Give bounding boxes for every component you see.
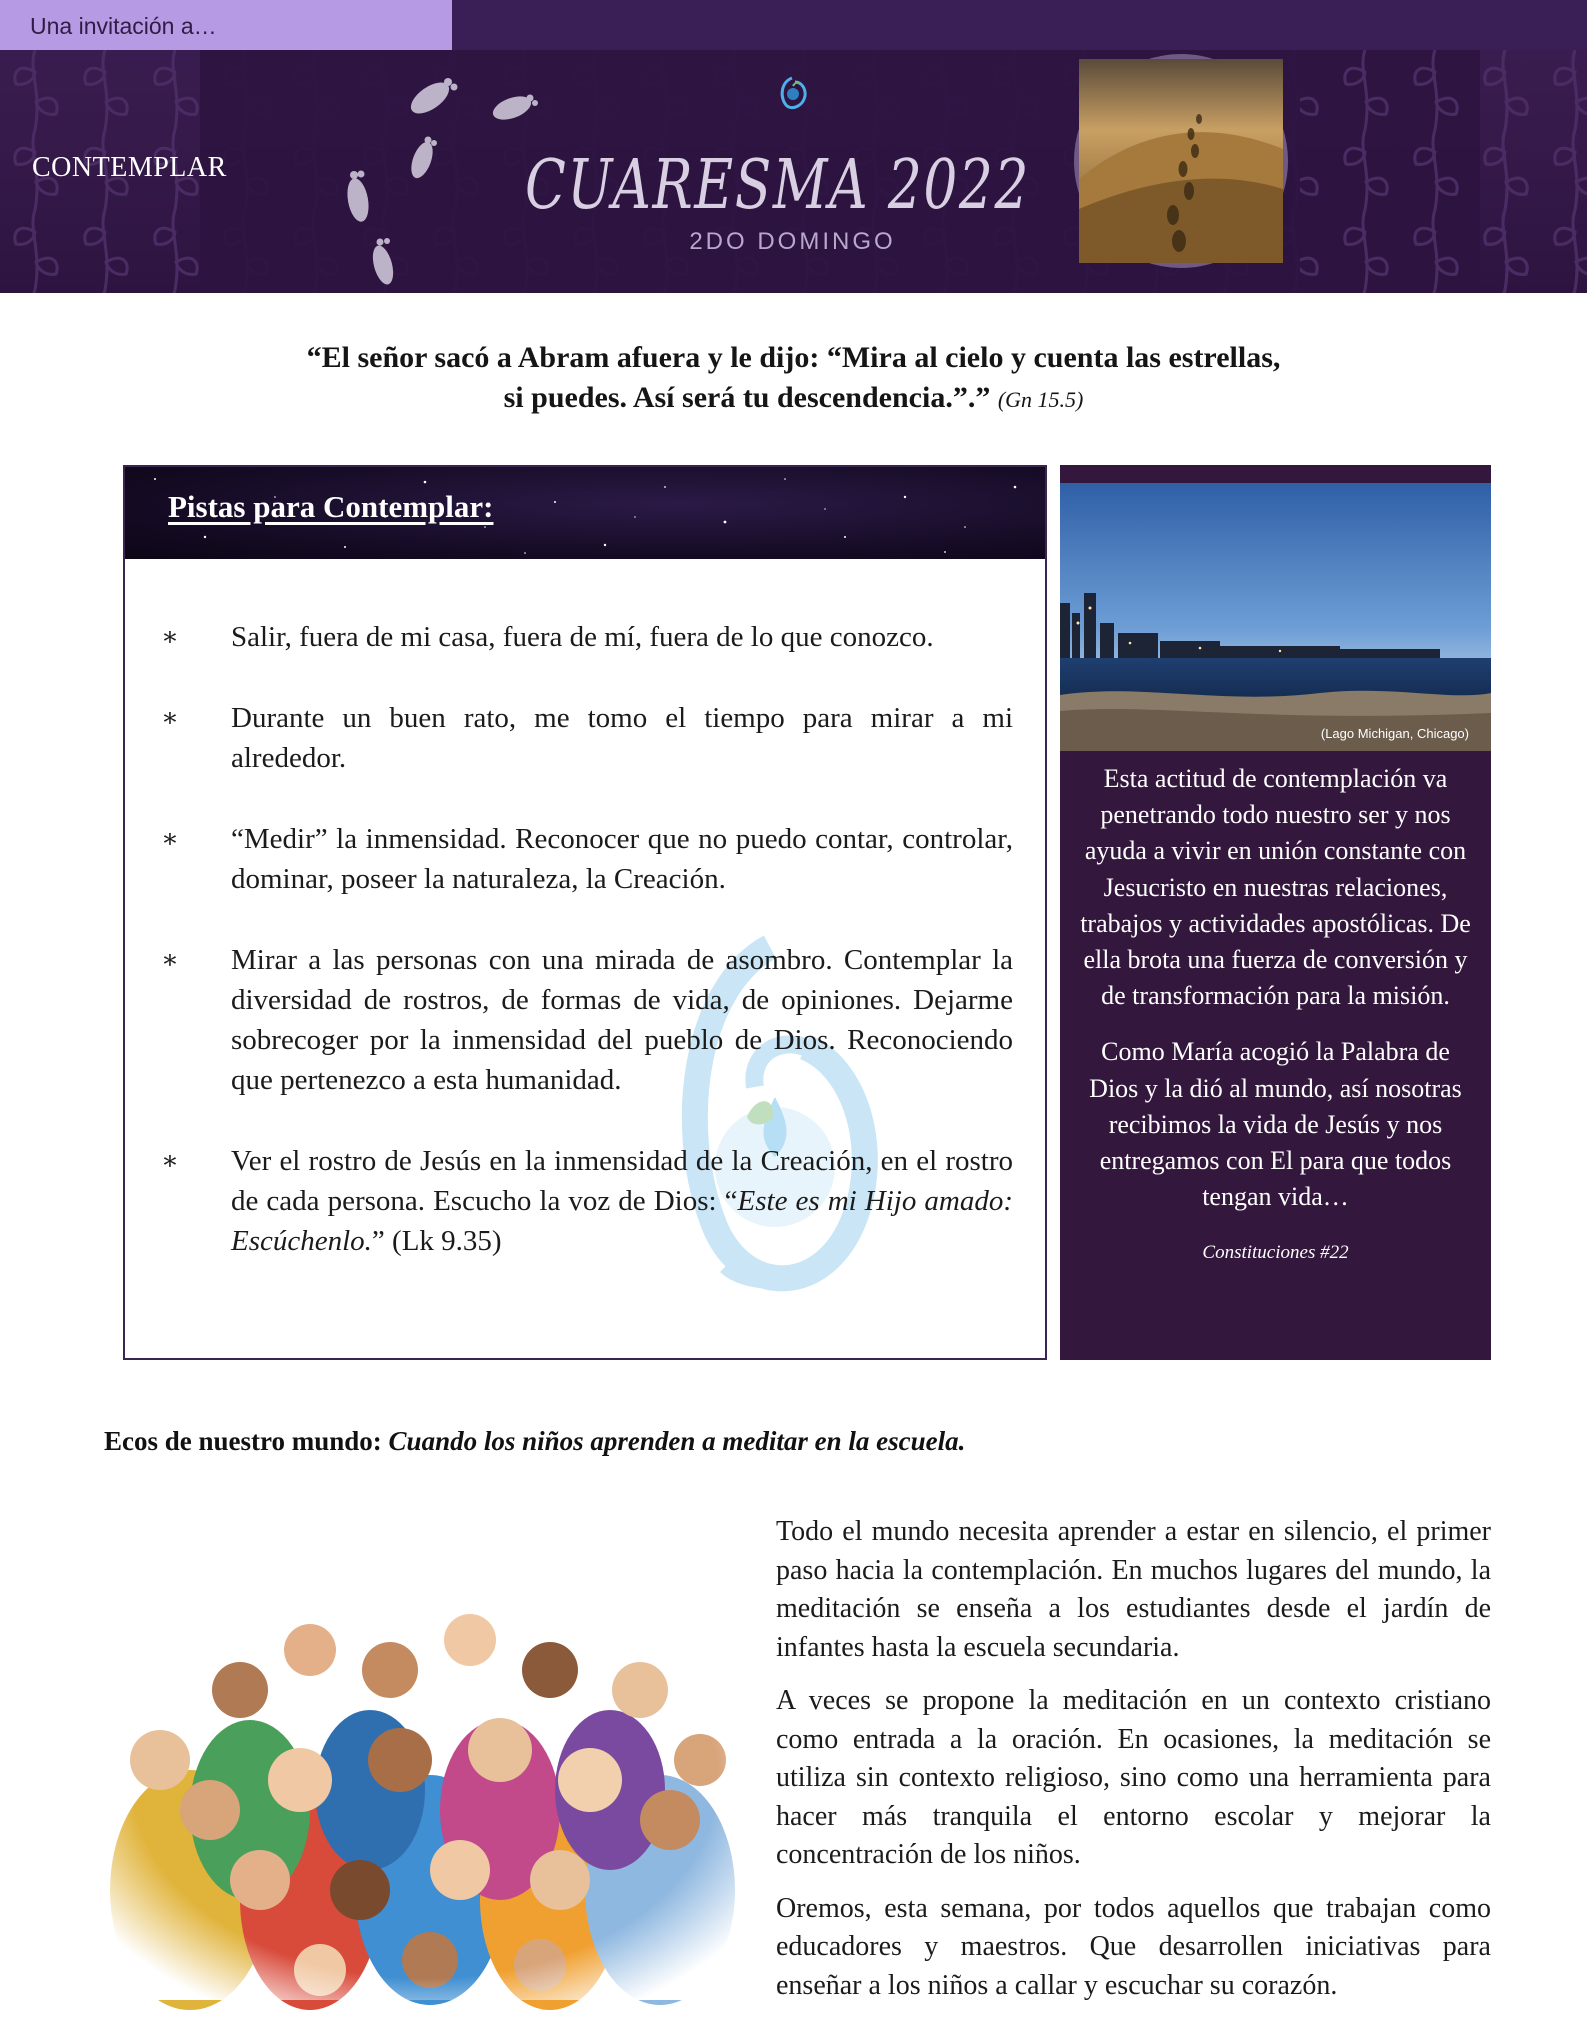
bullet-icon: ∗: [161, 703, 179, 732]
banner-title-text: CUARESMA 2022: [525, 146, 1030, 225]
list-item-text: “Medir” la inmensidad. Reconocer que no puedo contar, controlar, dominar, poseer la naturaleza, la Creación.: [231, 823, 1013, 895]
pistas-title: Pistas para Contemplar:: [168, 489, 494, 524]
banner-title: [525, 128, 1045, 238]
ecos-paragraph-1: Todo el mundo necesita aprender a estar en silencio, el primer paso hacia la contemplación. En muchos lugares del mundo, la meditación se enseña a los estudiantes desde el jardín de infantes hasta la escuela secundaria.: [776, 1516, 1491, 1663]
lake-photo: [1060, 483, 1491, 751]
bullet-icon: ∗: [161, 622, 179, 651]
congregation-logo-icon: [775, 72, 809, 112]
list-item: [155, 940, 1013, 1100]
list-item: [155, 698, 1013, 778]
list-item-text: [231, 1145, 1013, 1257]
pistas-header: [125, 467, 1045, 559]
ecos-paragraph-3: Oremos, esta semana, por todos aquellos que trabajan como educadores y maestros. Que desarrollen iniciativas para enseñar a los niños a callar y escuchar su corazón.: [776, 1892, 1491, 2001]
section-label: CONTEMPLAR: [32, 152, 227, 183]
ecos-heading: [104, 1426, 965, 1457]
list-item: [155, 1141, 1013, 1261]
list-item-text-start: Ver el rostro de Jesús en la inmensidad de la Creación, en el rostro de cada persona. Escucho la voz de Dios: “: [231, 1145, 1013, 1217]
ecos-heading-label: Ecos de nuestro mundo:: [104, 1426, 382, 1456]
list-item-text: Mirar a las personas con una mirada de asombro. Contemplar la diversidad de rostros, de formas de vida, de opiniones. Dejarme sobrecoger por la inmensidad del pueblo de Dios. Reconociendo que pertenezco a esta humanidad.: [231, 944, 1013, 1096]
banner-subtitle: 2DO DOMINGO: [689, 228, 896, 255]
quote-line-2-wrap: [120, 378, 1467, 420]
gospel-quote: Este es mi Hijo amado: Escúchenlo.: [231, 1185, 1013, 1257]
bullet-icon: ∗: [161, 945, 179, 974]
ecos-paragraph-2: A veces se propone la meditación en un contexto cristiano como entrada a la oración. En ocasiones, la meditación se utiliza sin contexto religioso, sino como una herramienta para hacer más tranquila el entorno escolar y mejorar la concentración de los niños.: [776, 1685, 1491, 1870]
photo-caption: (Lago Michigan, Chicago): [1320, 726, 1469, 741]
bullet-icon: ∗: [161, 824, 179, 853]
header-banner: [0, 50, 1587, 293]
side-text: [1078, 761, 1473, 1272]
list-item-text-end: ” (Lk 9.35): [371, 1225, 502, 1257]
side-paragraph-2: Como María acogió la Palabra de Dios y la dió al mundo, así nosotras recibimos la vida de Jesús y nos entregamos con El para que todos tengan vida…: [1089, 1037, 1462, 1212]
desert-illustration: [1079, 59, 1283, 263]
desert-photo: [1074, 54, 1288, 268]
quote-line-2: si puedes. Así será tu descendencia.”.”: [503, 381, 991, 414]
pistas-box: [123, 465, 1047, 1360]
ecos-heading-title: Cuando los niños aprenden a meditar en la escuela.: [388, 1426, 966, 1456]
side-source: Constituciones #22: [1202, 1242, 1349, 1264]
list-item-text: Salir, fuera de mi casa, fuera de mí, fuera de lo que conozco.: [231, 621, 934, 653]
scripture-quote: [120, 338, 1467, 420]
list-item: [155, 617, 1013, 657]
lake-illustration: [1060, 483, 1491, 751]
quote-reference: (Gn 15.5): [997, 387, 1084, 412]
list-item: [155, 819, 1013, 899]
pistas-list: [155, 617, 1013, 1302]
ecos-body: [776, 1513, 1491, 2020]
crowd-photo: [100, 1560, 750, 2000]
list-item-text: Durante un buen rato, me tomo el tiempo para mirar a mi alrededor.: [231, 702, 1013, 774]
side-panel: [1060, 465, 1491, 1360]
bullet-icon: ∗: [161, 1146, 179, 1175]
side-paragraph-1: Esta actitud de contemplación va penetrando todo nuestro ser y nos ayuda a vivir en unión constante con Jesucristo en nuestras relaciones, trabajos y actividades apostólicas. De ella brota una fuerza de conversión y de transformación para la misión.: [1080, 764, 1471, 1011]
invite-tab: Una invitación a…: [0, 0, 452, 50]
quote-line-1: “El señor sacó a Abram afuera y le dijo: “Mira al cielo y cuenta las estrellas,: [306, 341, 1281, 374]
